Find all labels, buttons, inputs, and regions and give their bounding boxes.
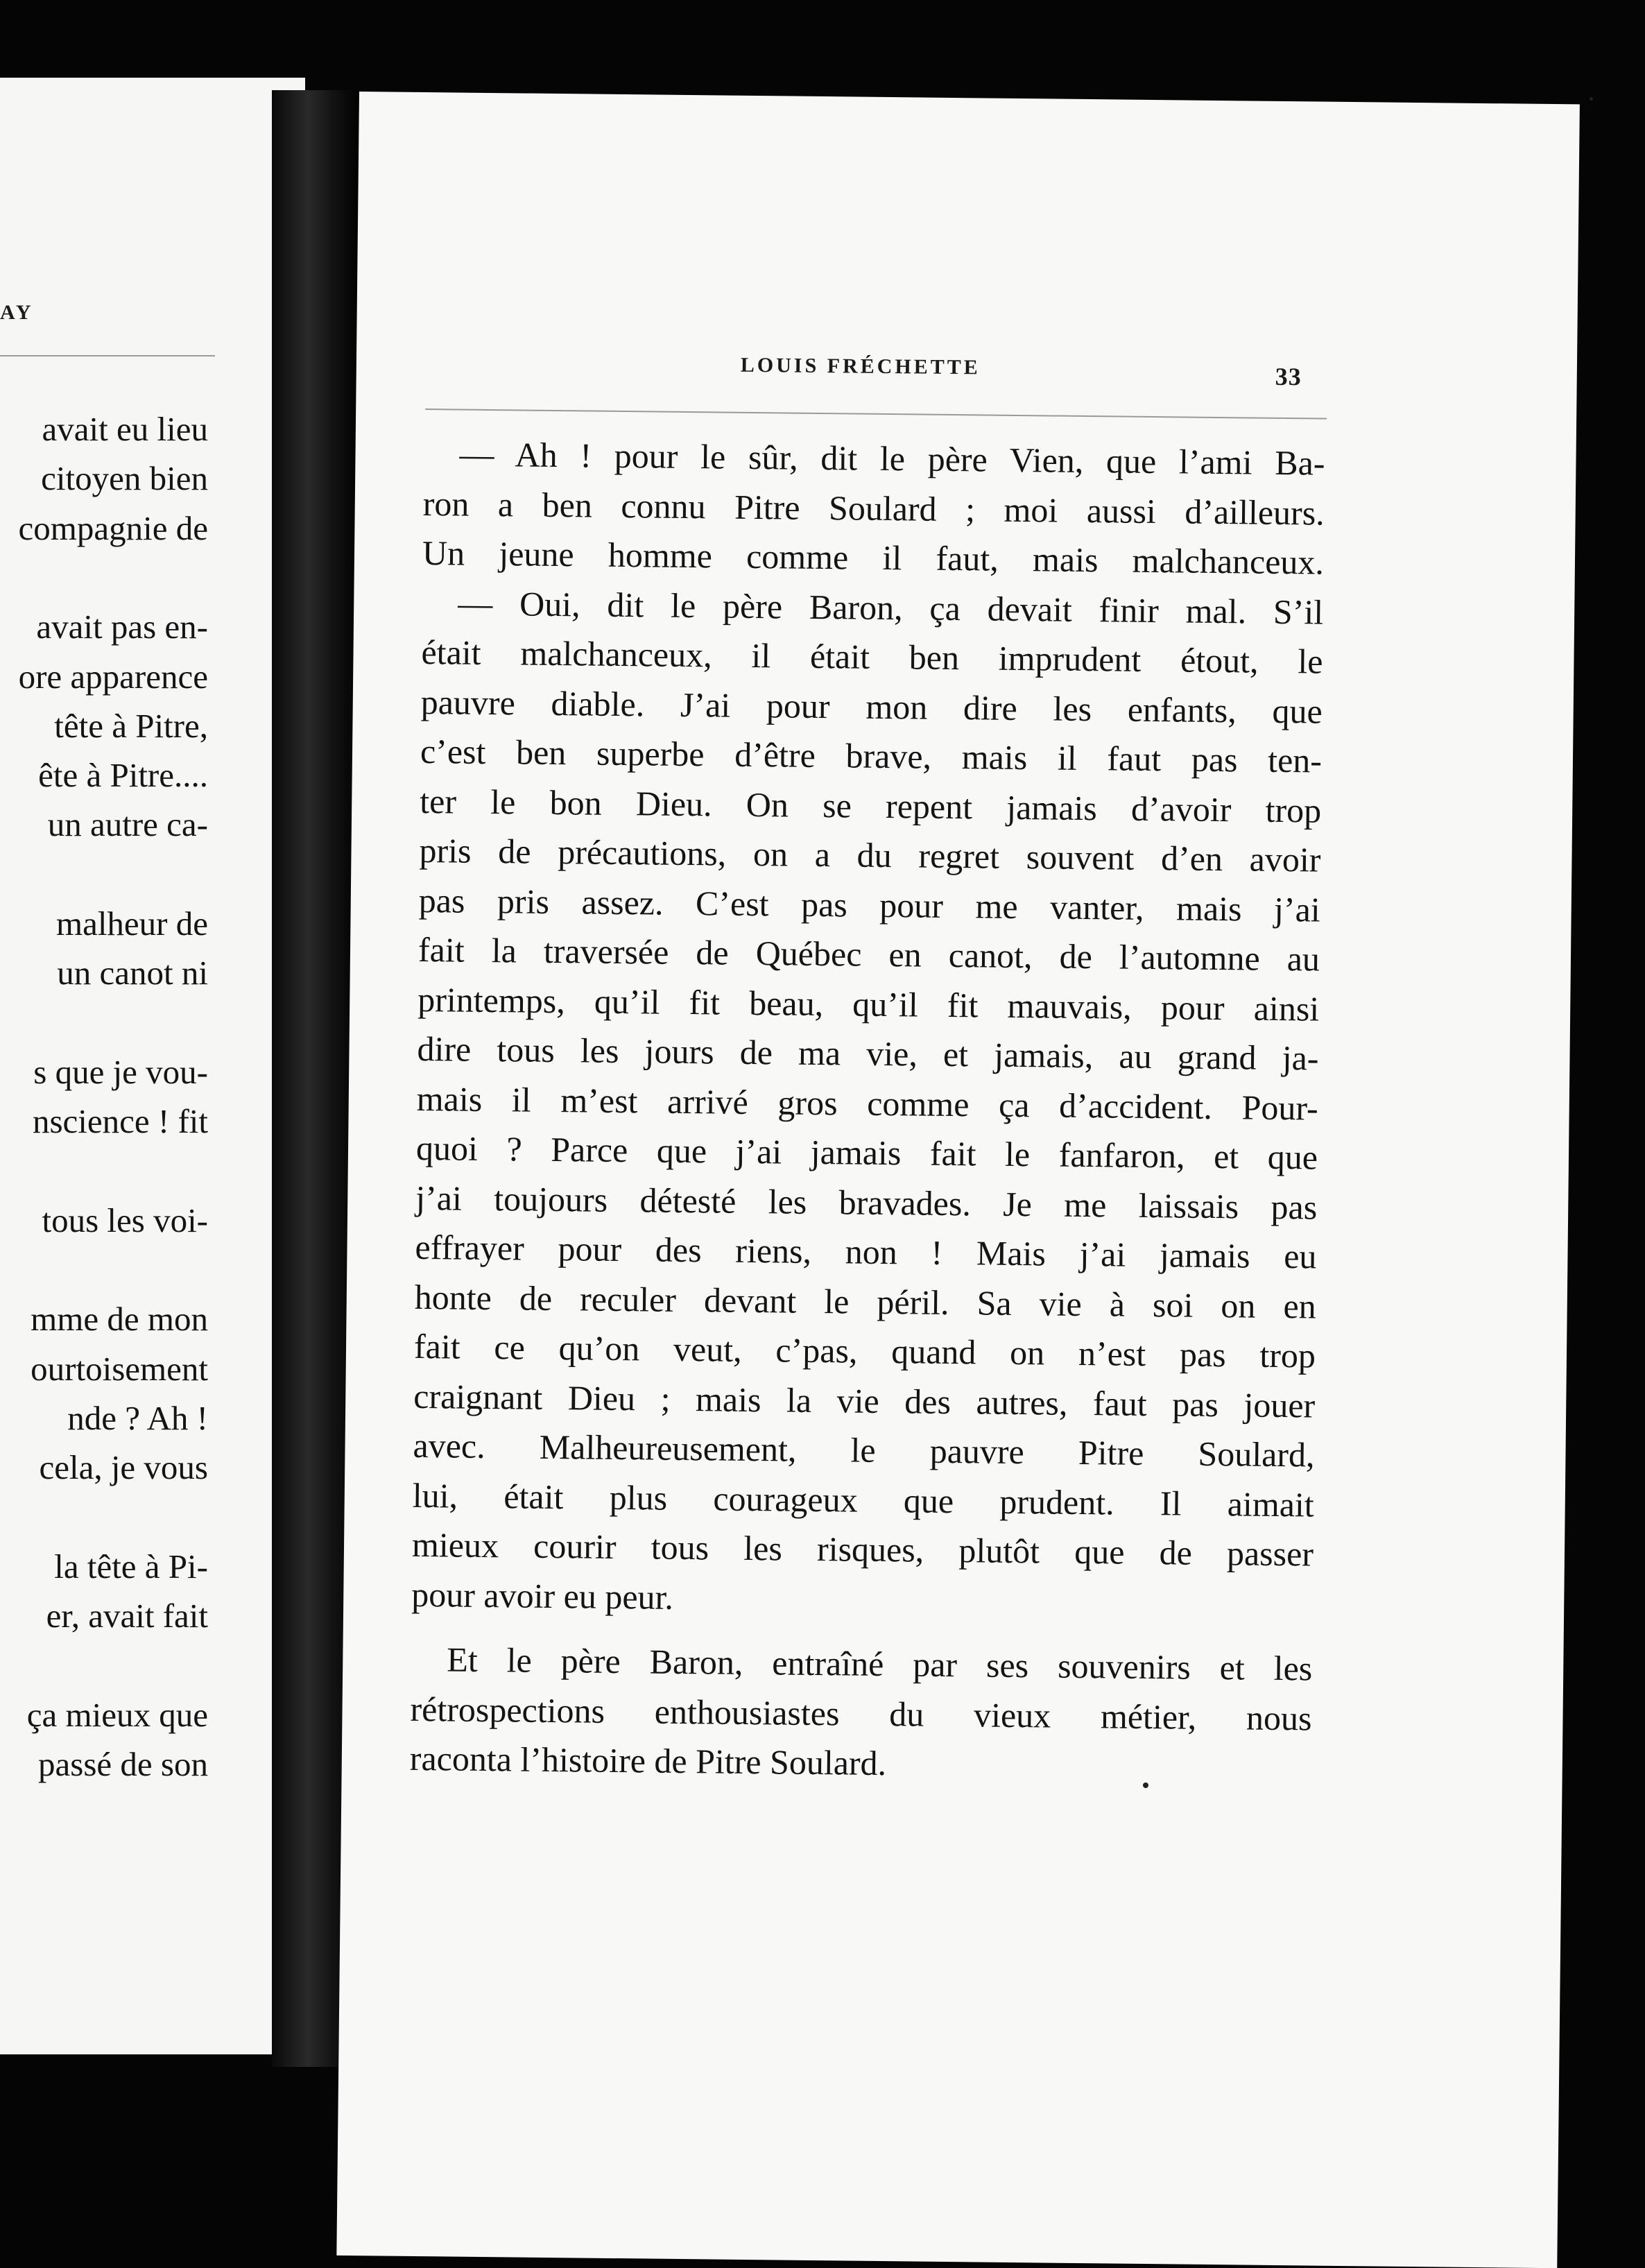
body-text-line: rétrospections enthousiastes du vieux métier, nous: [410, 1689, 1312, 1738]
left-text-line: passé de son: [38, 1745, 208, 1784]
body-text-line: avec. Malheureusement, le pauvre Pitre Soulard,: [413, 1425, 1315, 1475]
body-text-line: dire tous les jours de ma vie, et jamais, au grand ja-: [417, 1029, 1319, 1078]
left-text-line: un canot ni: [57, 954, 208, 993]
body-text-line: raconta l’histoire de Pitre Soulard.: [409, 1738, 887, 1783]
body-text-line: Et le père Baron, entraîné par ses souvenirs et les: [447, 1640, 1313, 1688]
body-text-line: — Oui, dit le père Baron, ça devait finir mal. S’il: [457, 583, 1324, 632]
left-text-line: malheur de: [55, 904, 208, 943]
body-text-line: ron a ben connu Pitre Soulard ; moi aussi d’ailleurs.: [422, 483, 1325, 533]
left-text-line: s que je vou-: [33, 1052, 208, 1091]
body-text-line: honte de reculer devant le péril. Sa vie à soi on en: [414, 1277, 1317, 1326]
left-text-line: er, avait fait: [46, 1597, 208, 1635]
body-text-line: c’est ben superbe d’être brave, mais il faut pas ten-: [420, 731, 1323, 780]
left-text-line: nde ? Ah !: [67, 1399, 208, 1437]
film-speck: [1590, 97, 1593, 101]
left-text-line: ça mieux que: [26, 1695, 208, 1734]
body-text-line: — Ah ! pour le sûr, dit le père Vien, que l’ami Ba-: [459, 434, 1325, 483]
body-text-line: mais il m’est arrivé gros comme ça d’accident. Pour-: [416, 1079, 1319, 1128]
body-text-line: Un jeune homme comme il faut, mais malchanceux.: [422, 533, 1325, 582]
header-rule: [425, 409, 1327, 420]
body-text-line: craignant Dieu ; mais la vie des autres, faut pas jouer: [413, 1376, 1316, 1425]
left-text-line: avait pas en-: [36, 608, 208, 646]
left-text-line: ourtoisement: [31, 1349, 208, 1388]
body-text-line: pour avoir eu peur.: [411, 1574, 674, 1617]
left-text-line: un autre ca-: [47, 805, 208, 844]
body-text-line: pris de précautions, on a du regret souvent d’en avoir: [419, 830, 1321, 879]
left-text-line: ore apparence: [18, 657, 208, 696]
body-text-line: j’ai toujours détesté les bravades. Je me laissais pas: [415, 1178, 1318, 1227]
body-text-line: lui, était plus courageux que prudent. Il aimait: [412, 1475, 1315, 1524]
body-text-line: mieux courir tous les risques, plutôt que de passer: [411, 1524, 1314, 1574]
body-text-line: pauvre diable. J’ai pour mon dire les enfants, que: [420, 682, 1323, 731]
right-page: [336, 92, 1580, 2268]
page-number: 33: [1275, 362, 1302, 391]
left-text-line: compagnie de: [18, 508, 208, 547]
left-text-line: tête à Pitre,: [54, 706, 208, 745]
body-text-line: printemps, qu’il fit beau, qu’il fit mauvais, pour ainsi: [417, 979, 1320, 1029]
body-text-line: pas pris assez. C’est pas pour me vanter, mais j’ai: [418, 880, 1321, 929]
left-text-line: ête à Pitre....: [38, 756, 208, 795]
body-text-line: était malchanceux, il était ben imprudent étout, le: [421, 632, 1323, 681]
left-text-line: mme de mon: [31, 1300, 208, 1339]
left-page: [0, 78, 305, 2054]
film-speck: [1143, 1782, 1148, 1788]
left-text-line: citoyen bien: [41, 459, 208, 498]
body-text-line: effrayer pour des riens, non ! Mais j’ai jamais eu: [415, 1227, 1317, 1276]
left-header-rule: [0, 355, 215, 356]
left-text-line: tous les voi-: [42, 1201, 208, 1239]
body-text-line: ter le bon Dieu. On se repent jamais d’avoir trop: [420, 781, 1322, 830]
left-text-line: avait eu lieu: [42, 410, 208, 448]
body-text-line: fait la traversée de Québec en canot, de l’automne au: [417, 929, 1320, 979]
left-text-line: nscience ! fit: [32, 1102, 208, 1141]
running-head: LOUIS FRÉCHETTE: [740, 353, 981, 379]
body-text-line: quoi ? Parce que j’ai jamais fait le fanfaron, et que: [415, 1128, 1318, 1177]
body-text-line: fait ce qu’on veut, c’pas, quand on n’est pas trop: [413, 1326, 1316, 1375]
left-running-head-fragment: AY: [0, 301, 34, 324]
left-text-line: cela, je vous: [39, 1448, 208, 1487]
left-text-line: la tête à Pi-: [54, 1547, 208, 1586]
